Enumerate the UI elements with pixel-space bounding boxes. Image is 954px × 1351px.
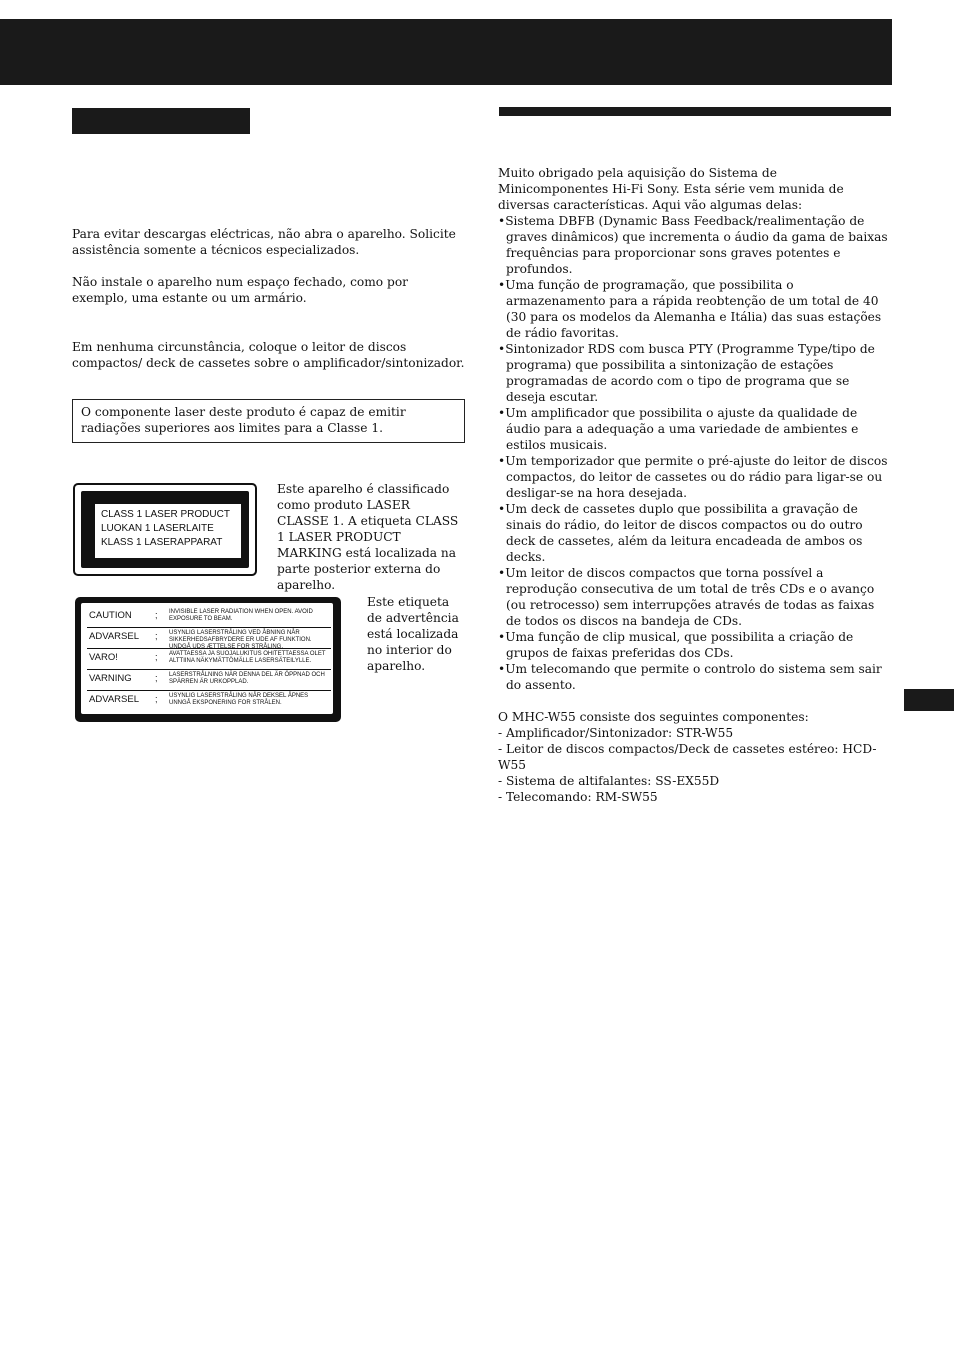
component-item: - Sistema de altifalantes: SS-EX55D bbox=[498, 774, 720, 788]
warning-label-caption: Este etiqueta de advertência está localizada no interior do aparelho. bbox=[367, 595, 459, 673]
feature-item: •Um leitor de discos compactos que torna possível a reprodução consecutiva de um total de três CDs e o avanço (ou retrocesso) sem interrupções através de todas as faixas de todos os discos na bandeja de CDs. bbox=[498, 566, 875, 628]
class1-laser-label bbox=[73, 483, 257, 576]
intro-column bbox=[498, 165, 890, 805]
component-item: - Leitor de discos compactos/Deck de cassetes estéreo: HCD-W55 bbox=[498, 742, 877, 772]
class1-line-fi: LUOKAN 1 LASERLAITE bbox=[101, 523, 214, 534]
feature-item: •Uma função de clip musical, que possibilita a criação de grupos de faixas preferidas dos CDs. bbox=[498, 630, 854, 660]
feature-item: •Um telecomando que permite o controlo do sistema sem sair do assento. bbox=[498, 662, 882, 692]
feature-item: •Sintonizador RDS com busca PTY (Programme Type/tipo de programa) que possibilita a sintonização de estações programadas de acordo com o tipo de programa que se deseja escutar. bbox=[498, 342, 875, 404]
section-tab-left bbox=[72, 108, 250, 134]
feature-item: •Um temporizador que permite o pré-ajuste do leitor de discos compactos, do leitor de cassetes ou do rádio para ligar-se ou desligar-se na hora desejada. bbox=[498, 454, 888, 500]
class1-label-text bbox=[95, 504, 241, 558]
feature-item: •Um amplificador que possibilita o ajuste da qualidade de áudio para a adequação a uma variedade de ambientes e estilos musicais. bbox=[498, 406, 859, 452]
feature-item: •Uma função de programação, que possibilita o armazenamento para a rápida reobtenção de um total de 40 (30 para os modelos da Alemanha e Itália) das suas estações de rádio favoritas. bbox=[498, 278, 882, 340]
caution-row: ADVARSEL ; USYNLIG LASERSTRÅLING VED ÅBNING NÅR SIKKERHEDSAFBRYDERE ER UDE AF FUNKTION. UNDGÅ UDS ÆTTELSE FOR STRÅLING. bbox=[87, 628, 331, 649]
component-item: - Telecomando: RM-SW55 bbox=[498, 790, 658, 804]
class1-caption: Este aparelho é classificado como produto LASER CLASSE 1. A etiqueta CLASS 1 LASER PRODUCT MARKING está localizada na parte posterior externa do aparelho. bbox=[277, 482, 459, 592]
caution-laser-label bbox=[75, 597, 341, 722]
laser-warning-text: O componente laser deste produto é capaz de emitir radiações superiores aos limites para a Classe 1. bbox=[81, 405, 406, 435]
header-bar bbox=[0, 19, 892, 85]
caution-row: CAUTION ; INVISIBLE LASER RADIATION WHEN OPEN. AVOID EXPOSURE TO BEAM. bbox=[87, 607, 331, 628]
caution-row: VARO! ; AVATTAESSA JA SUOJALUKITUS OHITETTAESSA OLET ALTTIINA NÄKYMÄTTÖMÄLLE LASERSÄTEILYLLE. bbox=[87, 649, 331, 670]
caution-row: ADVARSEL ; USYNLIG LASERSTRÅLING NÅR DEKSEL ÅPNES UNNGÅ EKSPONERING FOR STRÅLEN. bbox=[89, 693, 309, 706]
class1-line-sv: KLASS 1 LASERAPPARAT bbox=[101, 537, 223, 548]
feature-item: •Sistema DBFB (Dynamic Bass Feedback/realimentação de graves dinâmicos) que incrementa o áudio da gama de baixas frequências para proporcionar sons graves potentes e profundos. bbox=[498, 214, 888, 276]
class1-line-en: CLASS 1 LASER PRODUCT bbox=[101, 509, 230, 520]
stacking-warning-text: Em nenhuma circunstância, coloque o leitor de discos compactos/ deck de cassetes sobre o amplificador/sintonizador. bbox=[72, 340, 465, 370]
intro-text: Muito obrigado pela aquisição do Sistema de Minicomponentes Hi-Fi Sony. Esta série vem munida de diversas características. Aqui vão algumas delas: bbox=[498, 166, 844, 212]
caution-row: VARNING ; LASERSTRÅLNING NÄR DENNA DEL ÄR ÖPPNAD OCH SPÄRREN ÄR URKOPPLAD. bbox=[87, 670, 331, 691]
laser-warning-box bbox=[72, 399, 465, 443]
component-item: - Amplificador/Sintonizador: STR-W55 bbox=[498, 726, 734, 740]
installation-warning-text: Não instale o aparelho num espaço fechado, como por exemplo, uma estante ou um armário. bbox=[72, 275, 408, 305]
page-side-tab bbox=[904, 689, 954, 711]
shock-warning-text: Para evitar descargas eléctricas, não abra o aparelho. Solicite assistência somente a técnicos especializados. bbox=[72, 227, 456, 257]
components-intro: O MHC-W55 consiste dos seguintes componentes: bbox=[498, 710, 809, 724]
feature-item: •Um deck de cassetes duplo que possibilita a gravação de sinais do rádio, do leitor de discos compactos ou do outro deck de cassetes, além da leitura encadeada de ambos os decks. bbox=[498, 502, 863, 564]
section-rule-right bbox=[499, 107, 891, 116]
